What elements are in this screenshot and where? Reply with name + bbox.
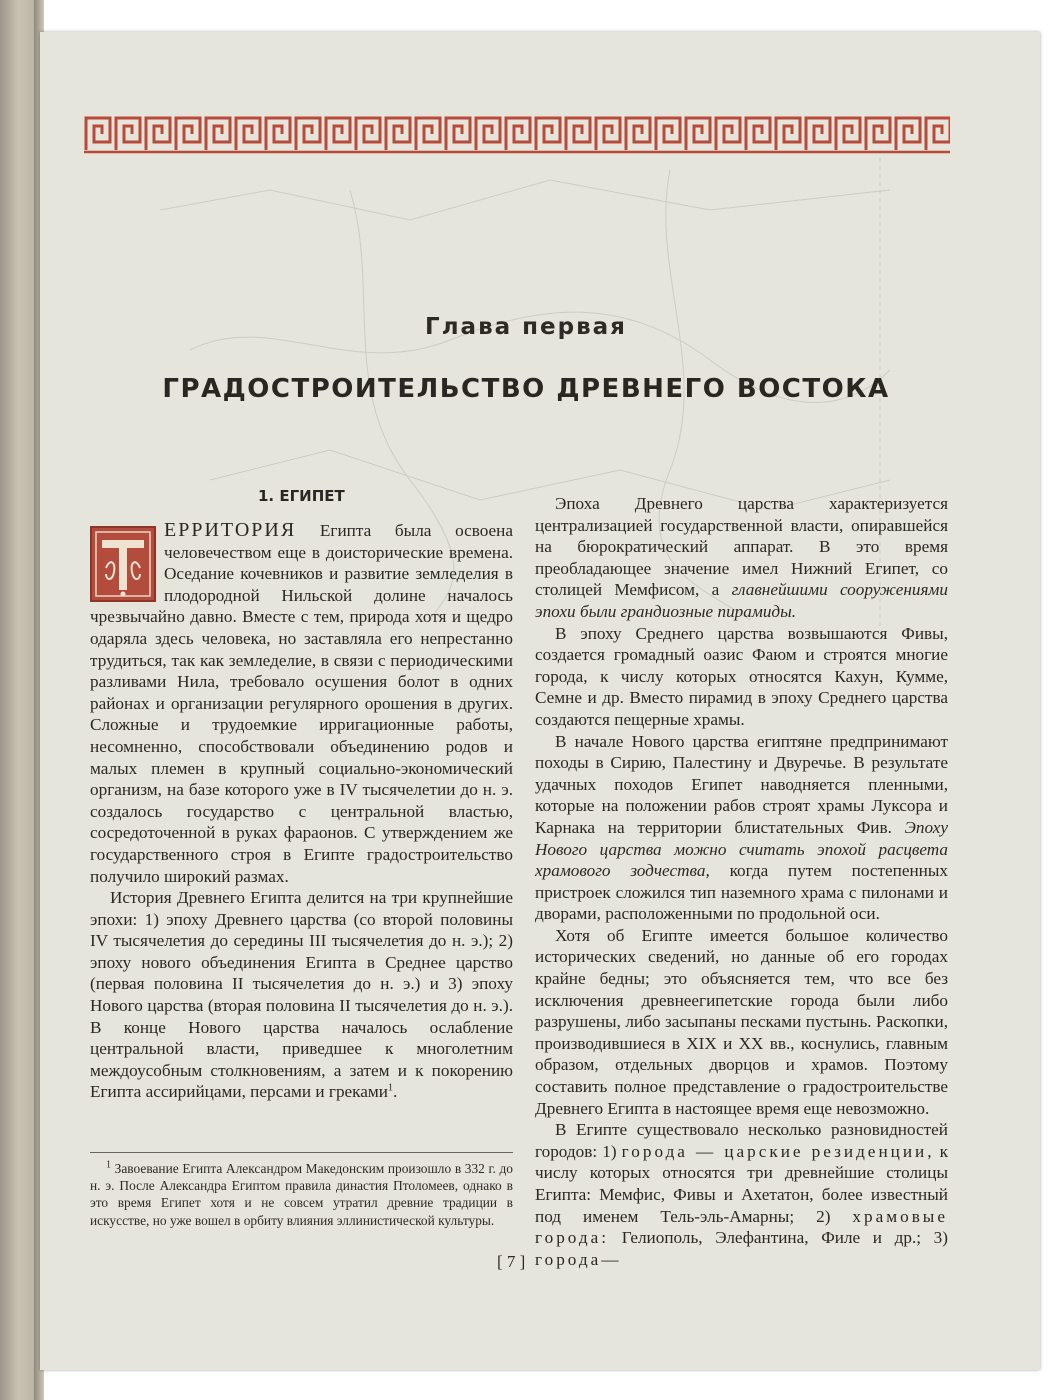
ornamental-dropcap <box>90 526 156 602</box>
left-paragraph-1: Египта была освоена человечеством еще в доисторические времена. Оседание кочевников и развитие земледелия в плодородной Нильской долине началось чрезвычайно давно. Вместе с тем, природа хотя и щедро одаряла здесь человека, но заставляла его непрестанно трудиться, так как земледелие, в связи с периодическими разливами Нила, требовало осушения болот в одних районах и организации регулярного орошения в других. Сложные и трудоемкие ирригационные работы, несомненно, способствовали объединению родов и малых племен в крупный социально-экономический организм, на базе которого уже в IV тысячелетии до н. э. создалось государство с центральной властью, сосредоточенной в руках фараонов. С утверждением же государственного строя в Египте градостроительство получило широкий размах. <box>90 521 513 886</box>
right-paragraph-5-mid2: Гелиополь, Элефантина, Филе и др.; 3) <box>609 1228 948 1248</box>
right-paragraph-3-italic: Эпоху Нового царства можно считать эпохой расцвета храмового зодчества, <box>535 817 948 881</box>
lead-caps: ЕРРИТОРИЯ <box>164 519 297 541</box>
footnote-mark: 1 <box>106 1159 111 1171</box>
paragraph-end: . <box>392 1082 398 1102</box>
right-text-column <box>535 493 948 1270</box>
page-number: [ 7 ] <box>497 1252 526 1271</box>
right-paragraph-2: В эпоху Среднего царства возвышаются Фивы, создается громадный оазис Фаюм и строятся многие города, к числу которых относятся Кахун, Кумме, Семне и др. Вместо пирамид в эпоху Среднего царства создаются пещерные храмы. <box>535 623 948 729</box>
right-paragraph-1-italic: главнейшими сооружениями эпохи были грандиозные пирамиды. <box>535 580 948 621</box>
spaced-term-1: города — царские резиденции, <box>621 1141 935 1161</box>
left-text-column <box>90 520 513 1103</box>
footnote-text: Завоевание Египта Александром Македонским произошло в 332 г. до н. э. После Александра Египтом правила династия Птоломеев, однако в это время Египет хотя и не совсем утратил древние традиции в искусстве, но уже вошел в орбиту влияния эллинистической культуры. <box>90 1161 513 1228</box>
section-heading: 1. ЕГИПЕТ <box>258 487 345 505</box>
greek-key-border <box>84 110 950 156</box>
chapter-title: ГРАДОСТРОИТЕЛЬСТВО ДРЕВНЕГО ВОСТОКА <box>162 374 890 404</box>
footnote-rule <box>90 1152 513 1153</box>
right-paragraph-5: В Египте существовало несколько разновидностей городов: 1) <box>535 1120 948 1161</box>
right-paragraph-4: Хотя об Египте имеется большое количество исторических сведений, но данные об его городах крайне бедны; это объясняется тем, что все без исключения древнеегипетские города были либо разрушены, либо засыпаны песками пустынь. Раскопки, производившиеся в XIX и XX вв., коснулись, главным образом, отдельных дворцов и храмов. Поэтому составить полное представление о градостроительстве Древнего Египта в настоящее время еще невозможно. <box>535 925 948 1118</box>
right-paragraph-1: Эпоха Древнего царства характеризуется централизацией государственной власти, опиравшейся на бюрократический аппарат. В это время преобладающее значение имел Нижний Египет, со столицей Мемфисом, а <box>535 494 948 600</box>
spaced-term-2: храмовые города: <box>535 1206 948 1248</box>
right-paragraph-3: В начале Нового царства египтяне предпринимают походы в Сирию, Палестину и Двуречье. В результате удачных походов Египет наводняется пленными, которые на положении рабов строят храмы Луксора и Карнака на территории блистательных Фив. <box>535 731 948 837</box>
right-paragraph-5-mid: к числу которых относятся три древнейшие столицы Египта: Мемфис, Фивы и Ахетатон, более известный под именем Тель-эль-Амарны; 2) <box>535 1141 948 1226</box>
footnote <box>90 1160 513 1229</box>
footnote-ref: 1 <box>387 1082 393 1094</box>
chapter-label: Глава первая <box>425 314 627 340</box>
left-paragraph-2: История Древнего Египта делится на три крупнейшие эпохи: 1) эпоху Древнего царства (со второй половины IV тысячелетия до середины III тысячелетия до н. э.); 2) эпоху нового объединения Египта в Среднее царство (первая половина II тысячелетия до н. э.) и 3) эпоху Нового царства (вторая половина II тысячелетия до н. э.). В конце Нового царства началось ослабление центральной власти, приведшее к многолетним междоусобным столкновениям, а затем и к покорению Египта ассирийцами, персами и греками <box>90 888 513 1102</box>
right-paragraph-3-end: когда путем постепенных пристроек сложился тип наземного храма с пилонами и дворами, расположенными по продольной оси. <box>535 861 948 924</box>
spaced-term-3: города— <box>535 1249 622 1269</box>
